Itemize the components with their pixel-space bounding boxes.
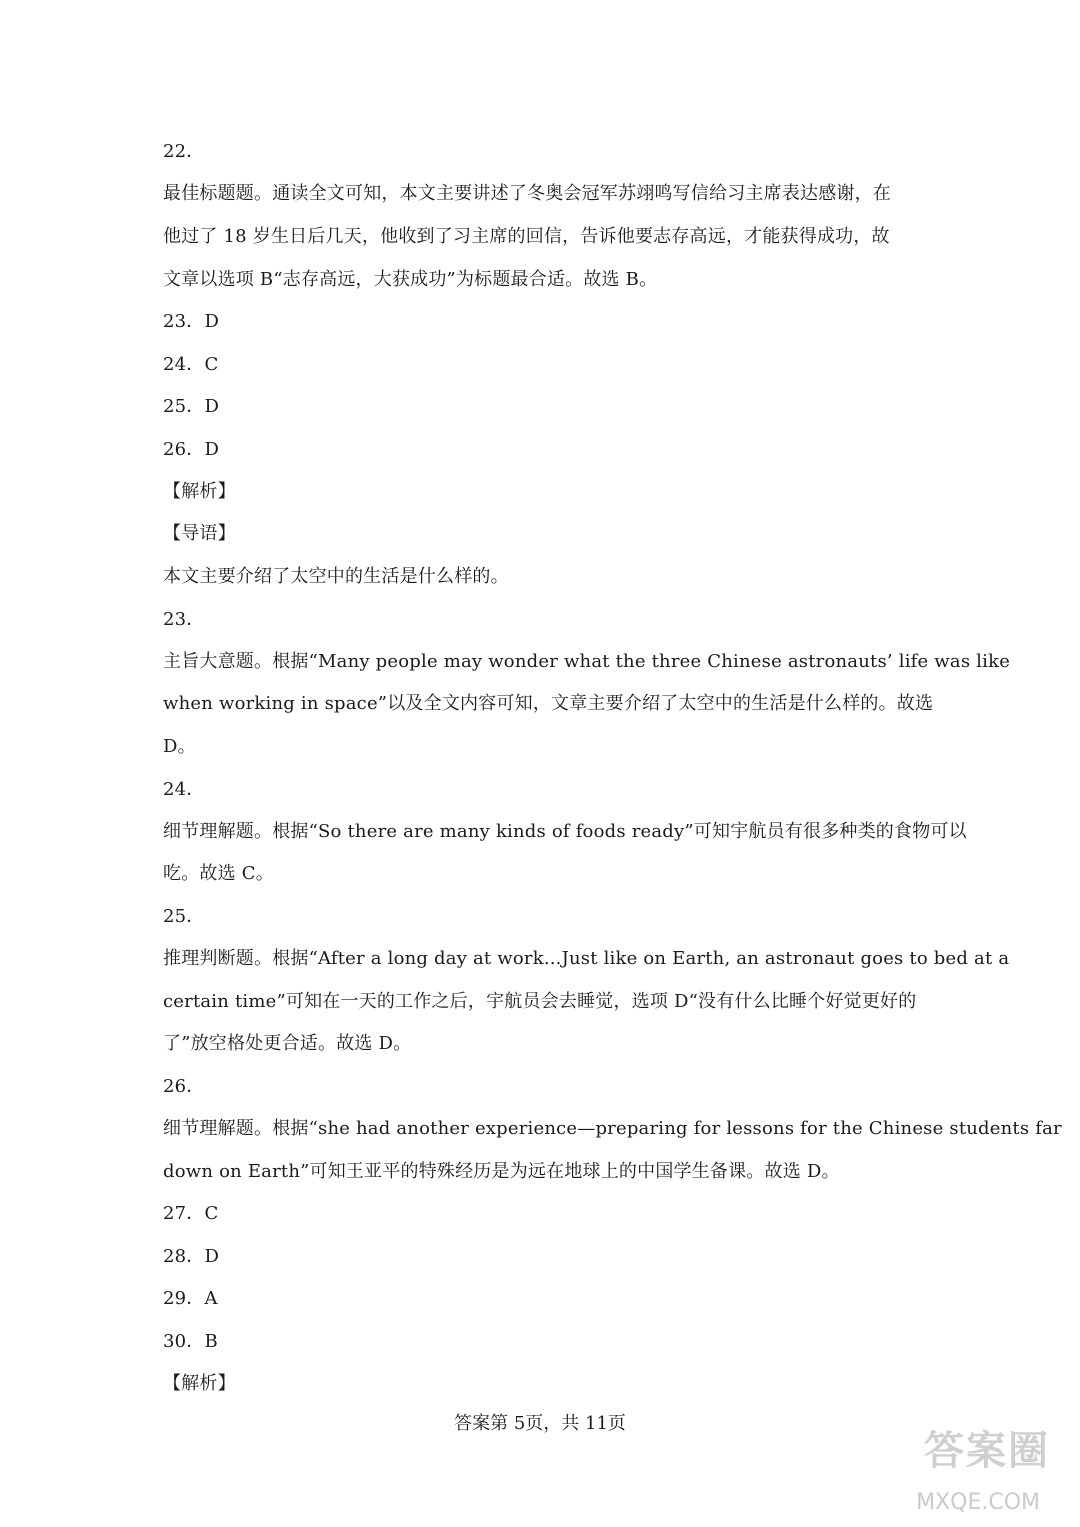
text-line: 主旨大意题。根据“Many people may wonder what the three Chinese astronauts’ life was like bbox=[163, 651, 1011, 672]
text-line: 了”放空格处更合适。故选 D。 bbox=[163, 1033, 412, 1054]
text-line: 23．D bbox=[163, 311, 220, 332]
text-line: 文章以选项 B“志存高远，大获成功”为标题最合适。故选 B。 bbox=[163, 269, 658, 290]
text-line: certain time”可知在一天的工作之后，宇航员会去睡觉，选项 D“没有什么比睡个好觉更好的 bbox=[163, 991, 917, 1012]
text-line: 22． bbox=[163, 141, 205, 162]
text-line: 23． bbox=[163, 609, 205, 630]
watermark-title: 答案圈 bbox=[924, 1428, 1050, 1474]
text-line: when working in space”以及全文内容可知，文章主要介绍了太空中的生活是什么样的。故选 bbox=[163, 693, 934, 714]
page-footer: 答案第 5页，共 11页 bbox=[454, 1413, 626, 1434]
text-line: 他过了 18 岁生日后几天，他收到了习主席的回信，告诉他要志存高远，才能获得成功，故 bbox=[163, 226, 890, 247]
watermark-logo bbox=[870, 1419, 1050, 1519]
section-header: 【导语】 bbox=[163, 523, 236, 544]
text-line: 30．B bbox=[163, 1331, 218, 1352]
text-line: 最佳标题题。通读全文可知，本文主要讲述了冬奥会冠军苏翊鸣写信给习主席表达感谢，在 bbox=[163, 183, 891, 204]
text-line: 27．C bbox=[163, 1203, 219, 1224]
text-line: 25．D bbox=[163, 396, 220, 417]
text-line: 29．A bbox=[163, 1288, 218, 1309]
text-line: 吃。故选 C。 bbox=[163, 863, 274, 884]
watermark-url: MXQE.COM bbox=[916, 1490, 1040, 1515]
text-line: 24． bbox=[163, 779, 205, 800]
text-line: D。 bbox=[163, 736, 196, 757]
text-line: 26． bbox=[163, 1076, 205, 1097]
text-line: 本文主要介绍了太空中的生活是什么样的。 bbox=[163, 566, 509, 587]
text-line: 28．D bbox=[163, 1246, 220, 1267]
text-line: 细节理解题。根据“So there are many kinds of foods ready”可知宇航员有很多种类的食物可以 bbox=[163, 821, 967, 842]
text-line: 25． bbox=[163, 906, 205, 927]
section-header: 【解析】 bbox=[163, 481, 236, 502]
text-line: 推理判断题。根据“After a long day at work...Just like on Earth, an astronaut goes to bed at a bbox=[163, 948, 1010, 969]
text-line: down on Earth”可知王亚平的特殊经历是为远在地球上的中国学生备课。故选 D。 bbox=[163, 1161, 840, 1182]
text-line: 细节理解题。根据“she had another experience—preparing for lessons for the Chinese students far bbox=[163, 1118, 1062, 1139]
text-line: 24．C bbox=[163, 354, 219, 375]
text-line: 26．D bbox=[163, 439, 220, 460]
section-header: 【解析】 bbox=[163, 1373, 236, 1394]
